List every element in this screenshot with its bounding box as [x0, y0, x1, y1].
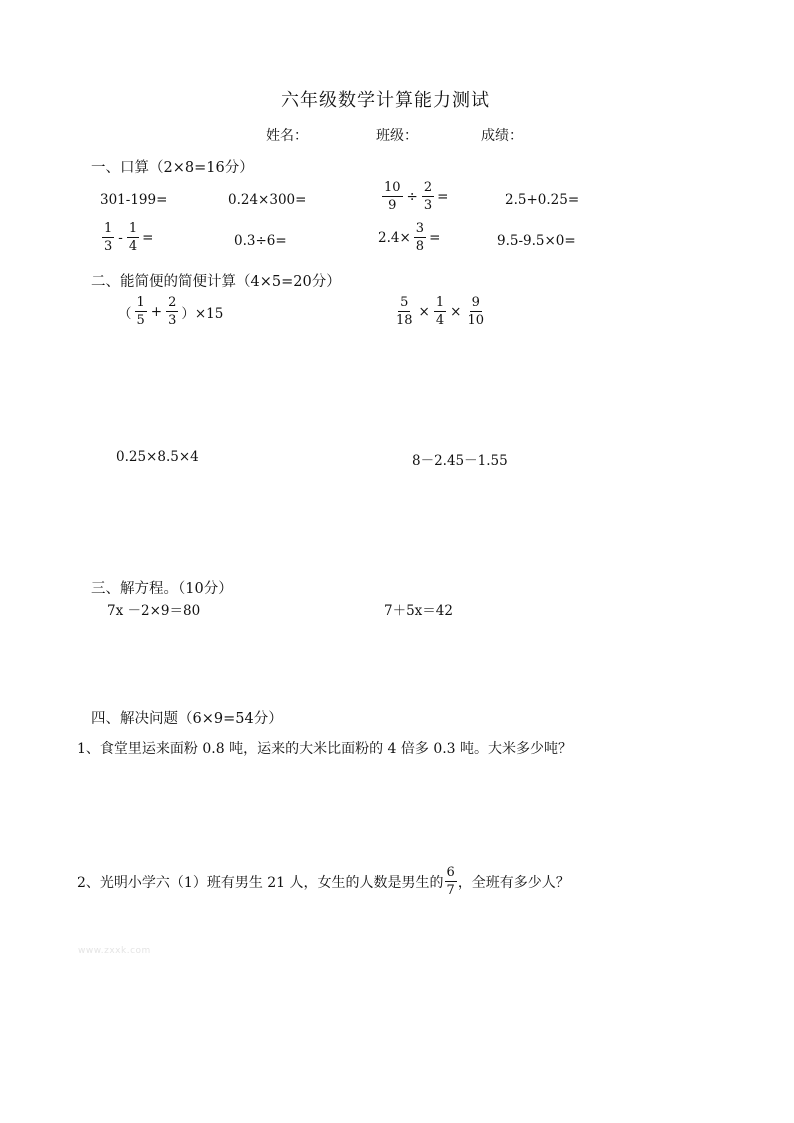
open-paren: （ — [118, 305, 132, 322]
section2-heading: 二、能简便的简便计算（4×5=20分） — [91, 274, 341, 290]
numerator: 10 — [384, 180, 401, 195]
oral-q3 — [381, 181, 448, 212]
equals: = — [142, 229, 154, 246]
equals: = — [429, 229, 441, 246]
oral-q4: 2.5+0.25= — [505, 192, 580, 208]
numerator: 2 — [423, 180, 433, 195]
watermark: www.zxxk.com — [78, 946, 151, 956]
oral-q8: 9.5-9.5×0= — [497, 233, 576, 249]
fraction — [166, 296, 178, 327]
numerator: 5 — [400, 295, 409, 310]
denominator: 18 — [396, 313, 413, 328]
equation-q1: 7x －2×9＝80 — [107, 603, 201, 619]
fraction — [445, 866, 457, 897]
denominator: 3 — [168, 313, 177, 328]
oral-q1: 301-199= — [100, 192, 168, 208]
denominator: 10 — [467, 313, 484, 328]
oral-q5 — [101, 222, 153, 253]
denominator: 3 — [104, 239, 113, 254]
operator: + — [150, 303, 163, 320]
section1-heading: 一、口算（2×8=16分） — [91, 160, 254, 176]
simplify-q4: 8－2.45－1.55 — [412, 453, 508, 469]
class-label: 班级： — [376, 128, 418, 144]
oral-q7 — [378, 222, 440, 253]
fraction — [434, 296, 446, 327]
numerator: 2 — [168, 295, 177, 310]
numerator: 1 — [435, 295, 445, 310]
simplify-q3: 0.25×8.5×4 — [116, 449, 199, 465]
numerator: 1 — [136, 295, 145, 310]
operator: × — [450, 303, 462, 320]
section3-heading: 三、解方程。（10分） — [91, 581, 233, 597]
fraction — [102, 222, 114, 253]
numerator: 9 — [471, 295, 480, 310]
fraction — [382, 181, 403, 212]
score-label: 成绩： — [481, 128, 523, 144]
word-problem-2 — [77, 866, 570, 897]
numerator: 1 — [104, 221, 113, 236]
denominator: 9 — [388, 198, 397, 213]
operator: - — [118, 229, 123, 246]
oral-q6: 0.3÷6= — [234, 233, 287, 249]
fraction — [414, 222, 426, 253]
simplify-q2 — [393, 296, 487, 327]
denominator: 5 — [136, 313, 145, 328]
oral-q2: 0.24×300= — [228, 192, 307, 208]
fraction — [465, 296, 486, 327]
numerator: 1 — [128, 221, 138, 236]
denominator: 3 — [423, 198, 433, 213]
word-problem-1: 1、食堂里运来面粉 0.8 吨，运来的大米比面粉的 4 倍多 0.3 吨。大米多少吨？ — [77, 741, 573, 757]
operator: × — [418, 303, 430, 320]
section4-heading: 四、解决问题（6×9=54分） — [91, 711, 283, 727]
numerator: 3 — [415, 221, 425, 236]
close-paren-times: ）×15 — [181, 305, 224, 322]
expression-prefix: 2.4× — [378, 229, 411, 246]
page-title: 六年级数学计算能力测试 — [281, 90, 490, 111]
equation-q2: 7＋5x＝42 — [384, 603, 453, 619]
problem-text: 2、光明小学六（1）班有男生 21 人，女生的人数是男生的 — [77, 874, 444, 891]
fraction — [127, 222, 139, 253]
denominator: 4 — [435, 313, 445, 328]
denominator: 8 — [415, 239, 425, 254]
fraction — [422, 181, 434, 212]
denominator: 4 — [128, 239, 138, 254]
fraction — [394, 296, 415, 327]
fraction — [135, 296, 147, 327]
simplify-q1 — [118, 296, 223, 327]
denominator: 7 — [446, 883, 455, 898]
name-label: 姓名： — [266, 128, 308, 144]
problem-text-end: ，全班有多少人？ — [457, 874, 570, 891]
numerator: 6 — [446, 865, 455, 880]
operator: ÷ — [406, 188, 418, 205]
equals: = — [437, 188, 449, 205]
